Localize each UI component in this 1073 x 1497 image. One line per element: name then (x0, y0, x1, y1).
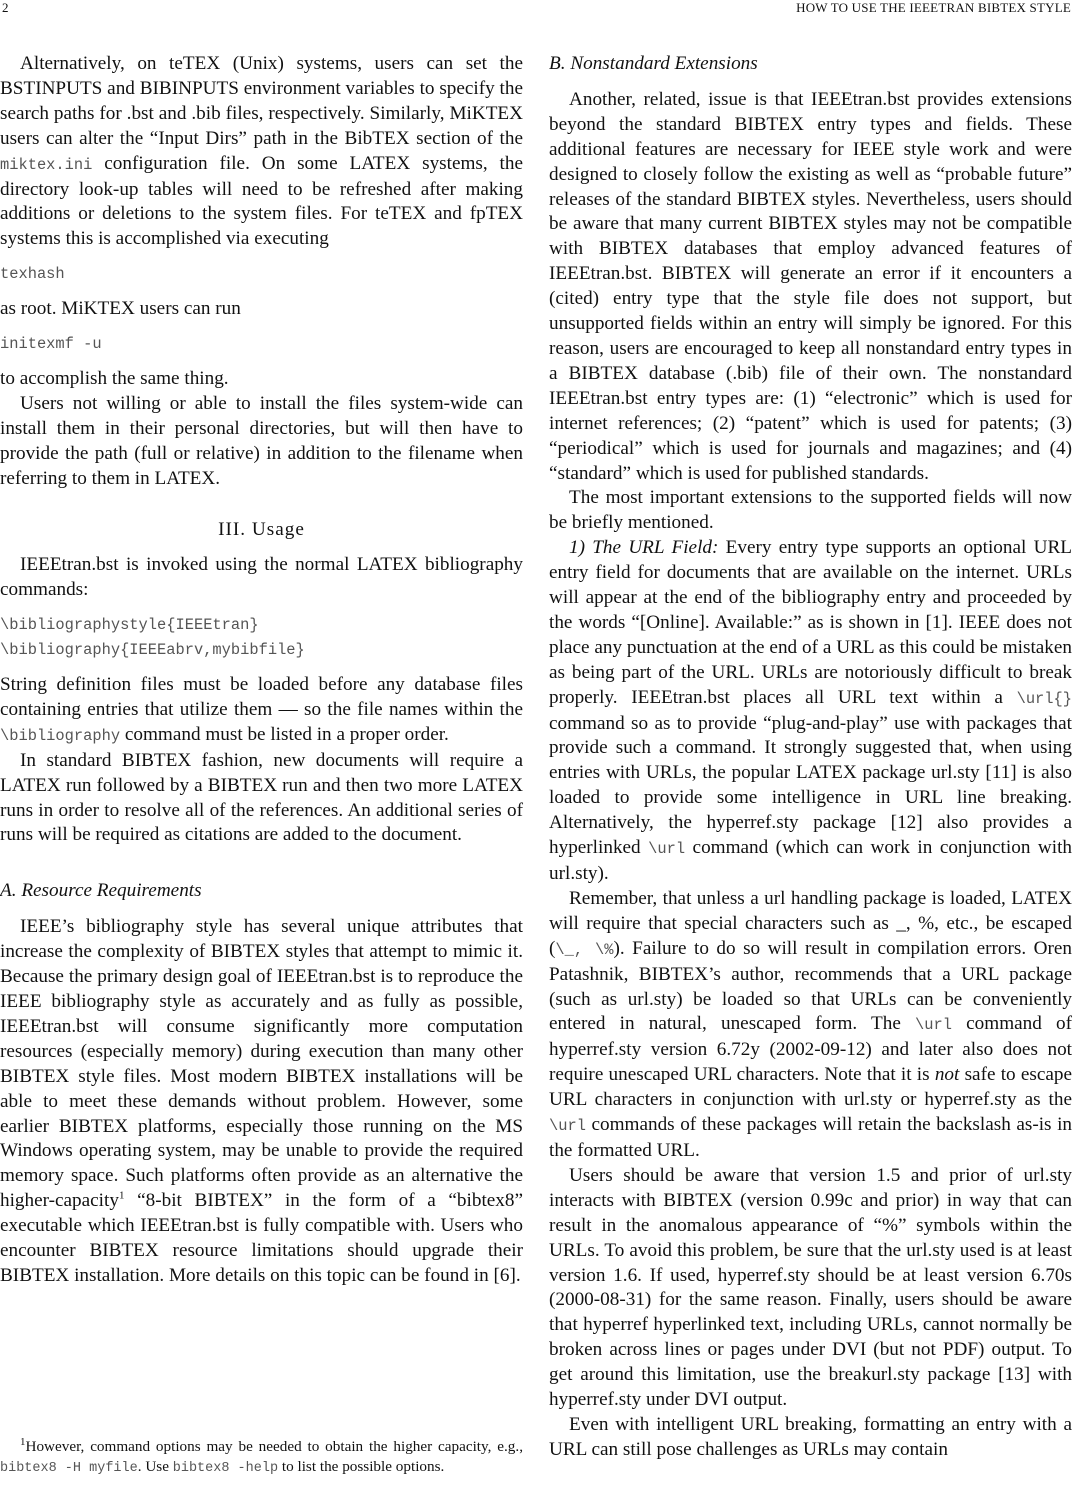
subsection-heading: A. Resource Requirements (0, 880, 202, 902)
paragraph: Users not willing or able to install the files system-wide can install them in their personal directories, but will then have to provide the path (full or relative) in addition to the filename when referring to them in LATEX. (0, 392, 523, 489)
page-number: 2 (2, 0, 9, 15)
paragraph: Alternatively, on teTEX (Unix) systems, users can set the BSTINPUTS and BIBINPUTS environment variables to specify the search paths for .bst and .bib files, respectively. Similarly, MiKTEX users can alter the “Input Dirs” path in the BibTEX section of the miktex.ini configuration file. On some LATEX systems, the directory look-up tables will need to be refreshed after making additions or deletions to the system files. For teTEX and fpTEX systems this is accomplished via executing (0, 53, 523, 250)
paragraph: The most important extensions to the supported fields will now be briefly mentioned. (549, 487, 1072, 534)
right-column (549, 52, 1072, 1463)
code-block: initexmf -u (0, 335, 102, 354)
paragraph: Users should be aware that version 1.5 and prior of url.sty interacts with BIBTEX (version 0.99c and prior) in way that can result in the anomalous appearance of “%” symbols within the URLs. To avoid this problem, be sure that the url.sty used is at least version 1.6. If used, hyperref.sty should be at least version 6.70s (2000-08-31) for the same reason. Finally, users should be aware that hyperref hyperlinked text, including URLs, cannot normally be broken across lines or pages under DVI (but not PDF) output. To get around this limitation, use the breakurl.sty package [13] with hyperref.sty under DVI output. (549, 1164, 1072, 1411)
left-column (0, 52, 523, 1289)
paragraph: IEEE’s bibliography style has several unique attributes that increase the complexity of BIBTEX styles that attempt to mimic it. Because the primary design goal of IEEEtran.bst is to reproduce the IEEE bibliography style as accurately and as fully as possible, IEEEtran.bst will consume significantly more computation resources (especially memory) during execution than many other BIBTEX style files. Most modern BIBTEX installations will be able to meet these demands without problem. However, some earlier BIBTEX platforms, especially those running on the MS Windows operating system, may be unable to provide the required memory space. Such platforms often provide as an alternative the higher-capacity$^1$ “8-bit BIBTEX” in the form of a “bibtex8” executable which IEEEtran.bst is fully compatible with. Users who encounter BIBTEX resource limitations should upgrade their BIBTEX installation. More details on this topic can be found in [6]. (0, 916, 523, 1286)
subsection-heading: B. Nonstandard Extensions (549, 53, 758, 74)
code-block: texhash (0, 265, 65, 284)
paragraph: to accomplish the same thing. (0, 367, 229, 389)
section-heading: III. Usage (218, 518, 305, 540)
running-title: HOW TO USE THE IEEETRAN BIBTEX STYLE (796, 0, 1071, 15)
paragraph: as root. MiKTEX users can run (0, 298, 241, 320)
paragraph: String definition files must be loaded before any database files containing entries that utilize them — so the file names within the \bibliography command must be listed in a proper order. (0, 674, 523, 745)
paragraph: In standard BIBTEX fashion, new documents will require a LATEX run followed by a BIBTEX run and then two more LATEX runs in order to resolve all of the references. An additional series of runs will be required as citations are added to the document. (0, 749, 523, 846)
paragraph: 1) The URL Field: Every entry type supports an optional URL entry field for documents that are available on the internet. URLs will appear at the end of the bibliography entry and proceeded by the words “[Online]. Available:” as is shown in [1]. IEEE does not place any punctuation at the end of a URL as this could be mistaken as being part of the URL. URLs are notoriously difficult to break properly. IEEEtran.bst places all URL text within a \url{} command so as to provide “plug-and-play” use with packages that provide such a command. It strongly suggested that, when using entries with URLs, the popular LATEX package url.sty [11] is also loaded to provide some intelligence in URL line breaking. Alternatively, the hyperref.sty package [12] also provides a hyperlinked \url command (which can work in conjunction with url.sty). (549, 537, 1072, 884)
code-block: \bibliographystyle{IEEEtran} \bibliography{IEEEabrv,mybibfile} (0, 616, 305, 660)
paragraph: Another, related, issue is that IEEEtran.bst provides extensions beyond the standard BIBTEX entry types and fields. These additional features are necessary for IEEE style work and were designed to closely follow the existing as well as “probable future” releases of the standard BIBTEX styles. Nevertheless, users should be aware that many current BIBTEX styles may not be compatible with BIBTEX databases that employ advanced features of IEEEtran.bst. BIBTEX will generate an error if it encounters a (cited) entry type that the style file does not support, but unsupported fields within an entry will simply be ignored. For this reason, users are encouraged to keep all nonstandard entry types in a BIBTEX database (.bib) file of their own. The nonstandard IEEEtran.bst entry types are: (1) “electronic” which is used for internet references; (2) “patent” which is used for patents; (3) “periodical” which is used for journals and magazines; and (4) “standard” which is used for published standards. (549, 88, 1072, 484)
footnote: $^1$However, command options may be needed to obtain the higher capacity, e.g., bibtex8 -H myfile. Use bibtex8 -help to list the possible options. (0, 1435, 523, 1477)
paragraph: IEEEtran.bst is invoked using the normal LATEX bibliography commands: (0, 554, 523, 601)
paragraph: Remember, that unless a url handling package is loaded, LATEX will require that special characters such as _, %, etc., be escaped (\_, \%). Failure to do so will result in compilation errors. Oren Patashnik, BIBTEX’s author, recommends that a URL package (such as url.sty) be loaded so that URLs can be conveniently entered in natural, unescaped form. The \url command of hyperref.sty version 6.72y (2002-09-12) and later also does not require unescaped URL characters. Note that it is not safe to escape URL characters in conjunction with url.sty or hyperref.sty as the \url commands of these packages will retain the backslash as-is in the formatted URL. (549, 887, 1072, 1161)
paragraph: Even with intelligent URL breaking, formatting an entry with a URL can still pose challenges as URLs may contain (549, 1413, 1072, 1460)
